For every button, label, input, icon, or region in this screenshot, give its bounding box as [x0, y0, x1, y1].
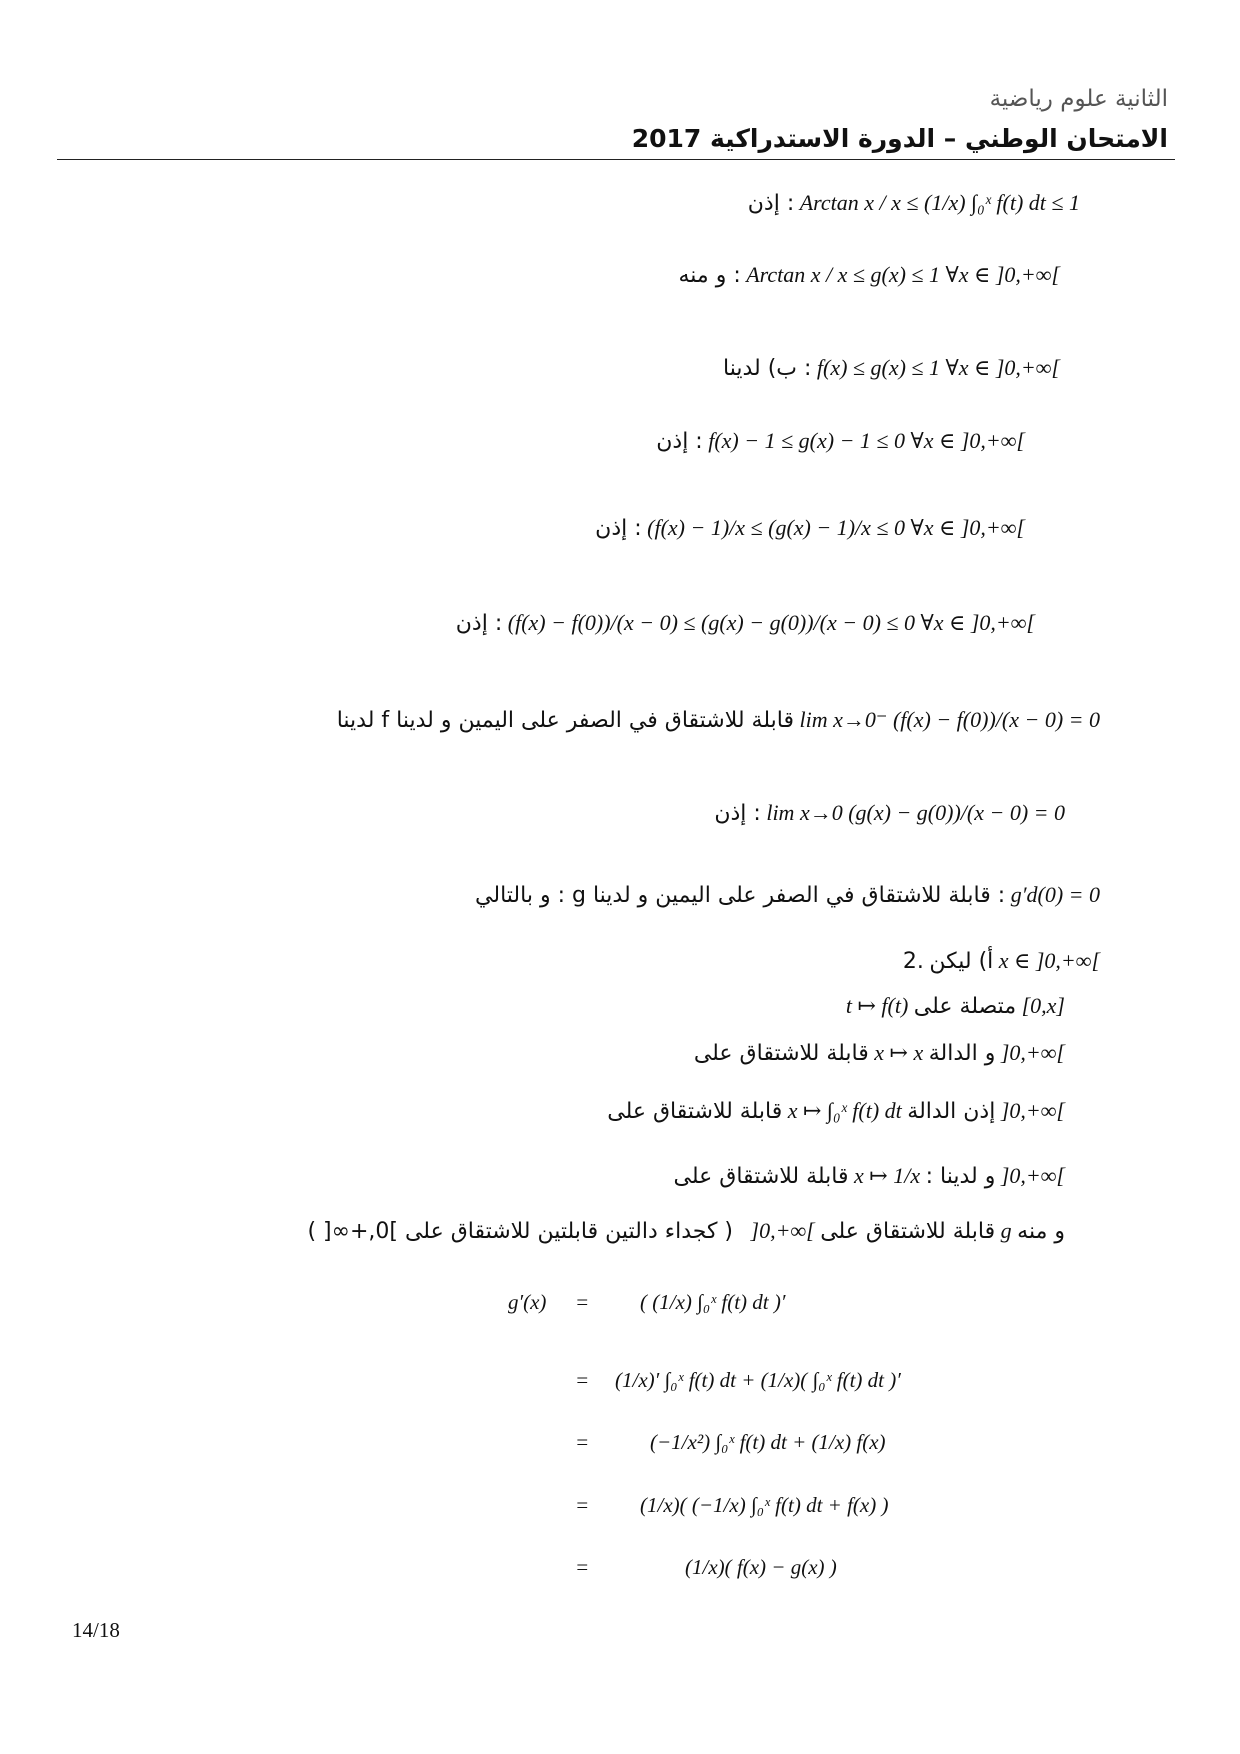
derivation-eq-4: = [575, 1555, 590, 1579]
line-5-math: (f(x) − 1)/x ≤ (g(x) − 1)/x ≤ 0 [647, 515, 906, 540]
part-2-item-1-math: t ↦ f(t) [845, 993, 909, 1018]
line-5 [595, 515, 1065, 541]
part-2-item-3-interval: ]0,+∞[ [1000, 1098, 1065, 1123]
part-2-item-5 [307, 1218, 1065, 1244]
derivation-rhs-2: (−1/x²) ∫₀ˣ f(t) dt + (1/x) f(x) [650, 1430, 886, 1454]
part-2-item-4-prefix: و لدينا : [925, 1164, 996, 1189]
line-4-label: إذن : [656, 429, 703, 454]
line-6 [456, 610, 1065, 636]
part-2-a-math: x ∈ ]0,+∞[ [998, 948, 1100, 973]
derivation-eq-1: = [575, 1368, 590, 1392]
line-2-math: Arctan x / x ≤ g(x) ≤ 1 [746, 262, 941, 287]
part-2-item-5-math: g [1000, 1218, 1012, 1243]
part-2-item-4-interval: ]0,+∞[ [1000, 1163, 1065, 1188]
header-subtitle: الثانية علوم رياضية [989, 86, 1168, 112]
part-2-item-5-interval: ]0,+∞[ [750, 1218, 815, 1243]
page-number: 14/18 [72, 1618, 120, 1642]
part-2-item-2-interval: ]0,+∞[ [1000, 1040, 1065, 1065]
part-2-item-1-interval: [0,x] [1021, 993, 1065, 1018]
header-divider [57, 159, 1175, 160]
line-3-domain: ∀x ∈ ]0,+∞[ [945, 355, 1060, 380]
part-2-item-3 [607, 1098, 1065, 1124]
part-2-item-5-prefix: و منه [1017, 1219, 1065, 1244]
part-2-item-1 [846, 993, 1065, 1019]
line-3 [723, 355, 1100, 381]
derivation-rhs-1: (1/x)′ ∫₀ˣ f(t) dt + (1/x)( ∫₀ˣ f(t) dt )′ [615, 1368, 901, 1392]
part-2-item-4-text: قابلة للاشتقاق على [673, 1164, 849, 1189]
line-5-domain: ∀x ∈ ]0,+∞[ [910, 515, 1025, 540]
derivation-eq-0: = [575, 1290, 590, 1314]
part-2-number: 2. [902, 949, 924, 974]
part-2-a-label: أ) ليكن [929, 949, 994, 974]
line-7 [337, 707, 1100, 733]
line-3-label: ب) لدينا : [722, 356, 812, 381]
line-5-label: إذن : [595, 516, 642, 541]
line-9 [475, 882, 1100, 908]
derivation-eq-3: = [575, 1493, 590, 1517]
line-8-label: إذن : [714, 801, 761, 826]
derivation-rhs-3: (1/x)( (−1/x) ∫₀ˣ f(t) dt + f(x) ) [640, 1493, 889, 1517]
header-title: الامتحان الوطني – الدورة الاستدراكية 2017 [631, 124, 1168, 153]
derivation-rhs-4: (1/x)( f(x) − g(x) ) [685, 1555, 837, 1579]
line-8 [714, 800, 1065, 826]
part-2-item-2-text: قابلة للاشتقاق على [693, 1041, 869, 1066]
part-2-item-3-prefix: إذن الدالة [907, 1099, 996, 1124]
part-2-item-2-math: x ↦ x [874, 1040, 924, 1065]
part-2-item-4-math: x ↦ 1/x [854, 1163, 921, 1188]
line-2-label: و منه : [678, 263, 741, 288]
line-4-domain: ∀x ∈ ]0,+∞[ [910, 428, 1025, 453]
derivation-rhs-0: ( (1/x) ∫₀ˣ f(t) dt )′ [640, 1290, 786, 1314]
line-3-math: f(x) ≤ g(x) ≤ 1 [816, 355, 941, 380]
line-1 [748, 190, 1080, 216]
line-4 [656, 428, 1065, 454]
part-2-item-2 [694, 1040, 1065, 1066]
derivation-lhs-0: g′(x) [508, 1290, 547, 1314]
part-2-item-5-note: ( كجداء دالتين قابلتين للاشتقاق على ]0,+∞[ ) [307, 1219, 734, 1244]
line-4-math: f(x) − 1 ≤ g(x) − 1 ≤ 0 [708, 428, 906, 453]
line-7-label: لدينا f قابلة للاشتقاق في الصفر على اليمين و لدينا [336, 708, 794, 733]
part-2-item-3-text: قابلة للاشتقاق على [607, 1099, 783, 1124]
line-6-domain: ∀x ∈ ]0,+∞[ [920, 610, 1035, 635]
line-7-math: lim x→0⁻ (f(x) − f(0))/(x − 0) = 0 [799, 707, 1100, 732]
line-6-label: إذن : [455, 611, 503, 636]
part-2-item-3-math: x ↦ ∫₀ˣ f(t) dt [787, 1098, 902, 1123]
part-2-item-4 [674, 1163, 1065, 1189]
line-2-domain: ∀x ∈ ]0,+∞[ [945, 262, 1060, 287]
line-9-math: g′d(0) = 0 [1010, 882, 1100, 907]
part-2-heading [903, 948, 1100, 974]
line-9-label: و بالتالي : g قابلة للاشتقاق في الصفر على اليمين و لدينا : [475, 883, 1006, 908]
line-1-label: إذن : [747, 191, 795, 216]
part-2-item-2-prefix: و الدالة [928, 1041, 996, 1066]
line-1-math: Arctan x / x ≤ (1/x) ∫₀ˣ f(t) dt ≤ 1 [799, 190, 1080, 215]
part-2-item-5-text: قابلة للاشتقاق على [820, 1219, 996, 1244]
line-6-math: (f(x) − f(0))/(x − 0) ≤ (g(x) − g(0))/(x − 0) ≤ 0 [507, 610, 916, 635]
part-2-item-1-text: متصلة على [913, 994, 1017, 1019]
line-2 [678, 262, 1100, 288]
line-8-math: lim x→0 (g(x) − g(0))/(x − 0) = 0 [766, 800, 1065, 825]
derivation-eq-2: = [575, 1430, 590, 1454]
